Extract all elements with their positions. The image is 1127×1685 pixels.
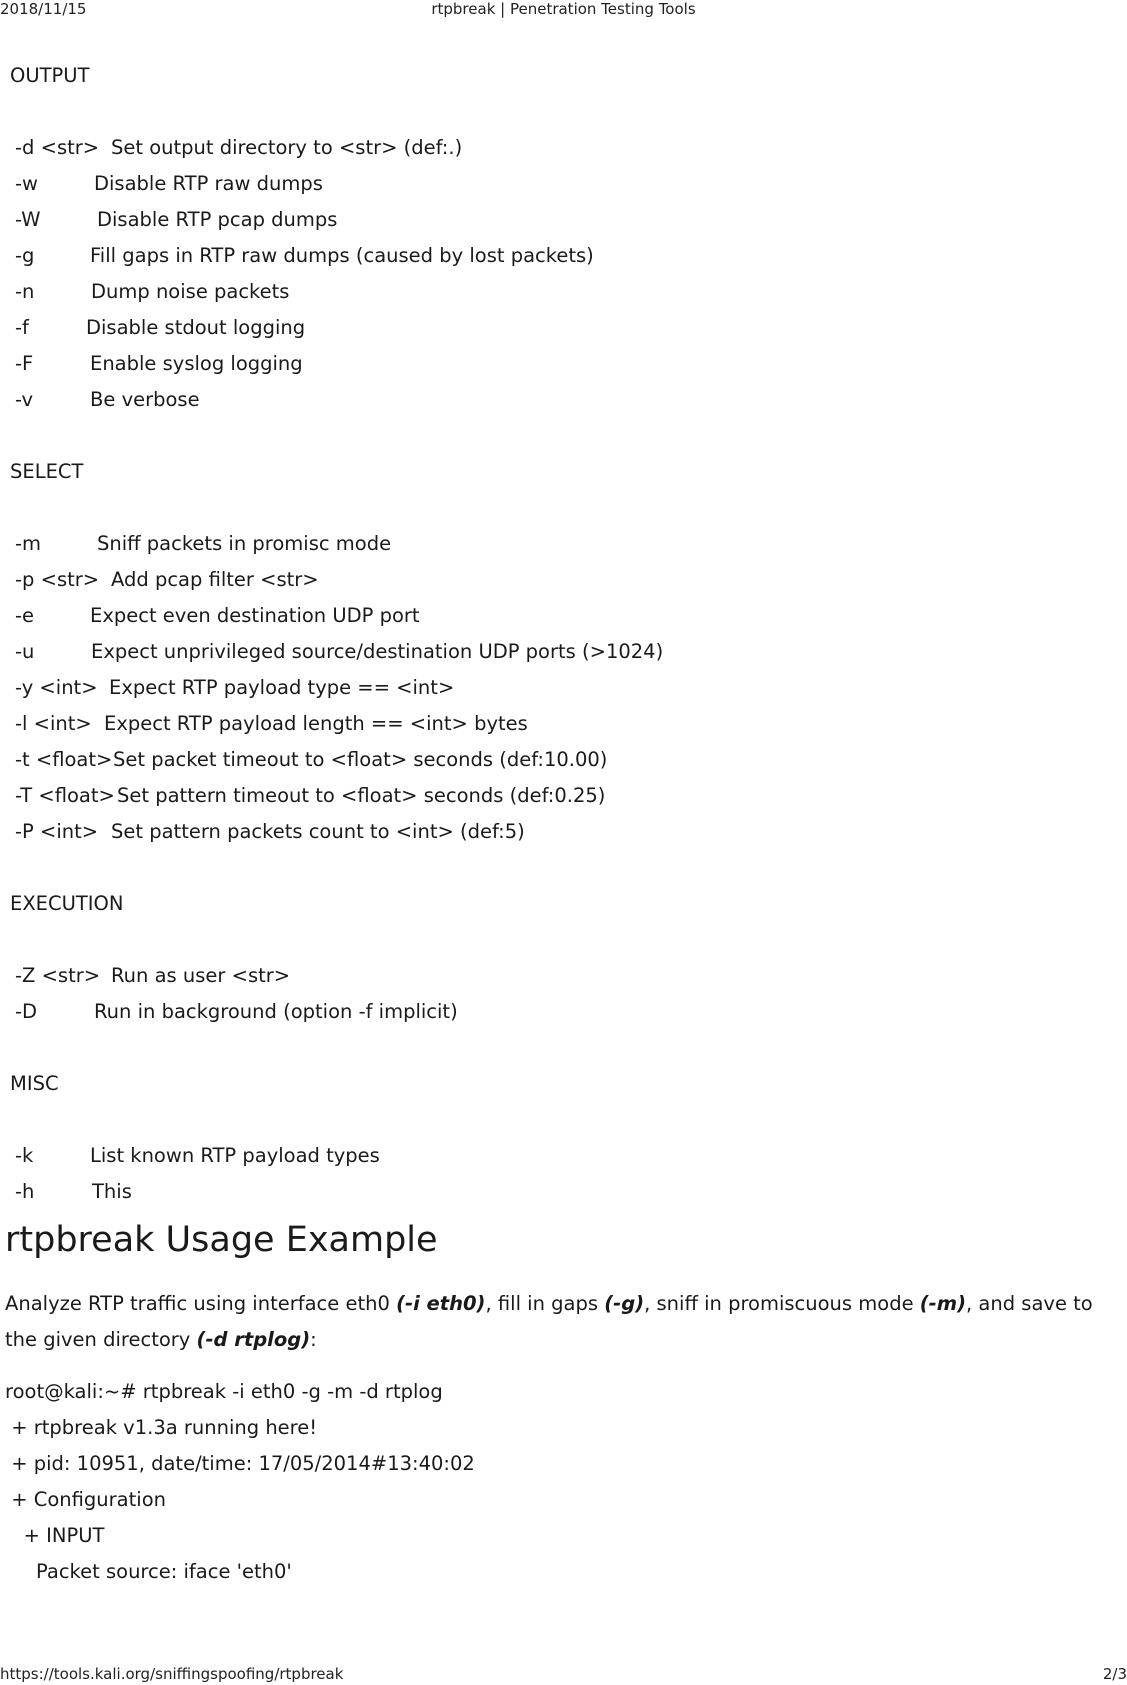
intro-text: , fill in gaps: [485, 1292, 605, 1315]
section-title-execution: EXECUTION: [10, 892, 124, 915]
option-desc: Expect even destination UDP port: [90, 604, 420, 627]
spacer: [5, 418, 1120, 454]
option-row: [5, 994, 1120, 1030]
intro-text: , sniff in promiscuous mode: [644, 1292, 920, 1315]
option-list-output: [5, 130, 1120, 418]
terminal-line: + Configuration: [5, 1488, 166, 1511]
option-desc: This: [92, 1180, 132, 1203]
option-row: [5, 310, 1120, 346]
option-desc: Be verbose: [90, 388, 200, 411]
intro-flag: (-i eth0): [396, 1292, 486, 1315]
option-row: [5, 238, 1120, 274]
intro-text: Analyze RTP traffic using interface eth0: [5, 1292, 397, 1315]
option-flag: -k: [15, 1144, 34, 1167]
option-row: [5, 526, 1120, 562]
option-row: [5, 598, 1120, 634]
footer-url: https://tools.kali.org/sniffingspoofing/rtpbreak: [0, 1665, 344, 1683]
option-flag: -w: [15, 172, 38, 195]
option-desc: Disable RTP raw dumps: [94, 172, 323, 195]
intro-flag: (-m): [919, 1292, 967, 1315]
option-desc: Set output directory to <str> (def:.): [111, 136, 463, 159]
option-row: [5, 742, 1120, 778]
option-flag: -F: [15, 352, 34, 375]
option-desc: Run in background (option -f implicit): [94, 1000, 458, 1023]
intro-text: :: [310, 1328, 317, 1351]
option-flag: -u: [15, 640, 35, 663]
option-flag: -t <float>: [15, 748, 113, 771]
option-row: [5, 130, 1120, 166]
option-row: [5, 382, 1120, 418]
option-desc: Fill gaps in RTP raw dumps (caused by lost packets): [90, 244, 594, 267]
intro-flag: (-g): [604, 1292, 645, 1315]
option-flag: -e: [15, 604, 35, 627]
option-flag: -T <float>: [15, 784, 115, 807]
option-row: [5, 274, 1120, 310]
option-list-misc: [5, 1138, 1120, 1210]
option-flag: -p <str>: [15, 568, 100, 591]
terminal-line: + rtpbreak v1.3a running here!: [5, 1416, 318, 1439]
option-flag: -h: [15, 1180, 35, 1203]
option-flag: -v: [15, 388, 34, 411]
option-list-execution: [5, 958, 1120, 1030]
option-flag: -W: [15, 208, 41, 231]
spacer: [5, 850, 1120, 886]
intro-flag: (-d rtplog): [196, 1328, 311, 1351]
option-row: [5, 562, 1120, 598]
option-flag: -P <int>: [15, 820, 99, 843]
option-list-select: [5, 526, 1120, 850]
option-row: [5, 778, 1120, 814]
option-desc: Add pcap filter <str>: [111, 568, 319, 591]
option-desc: Set packet timeout to <float> seconds (def:10.00): [113, 748, 608, 771]
section-title-output: OUTPUT: [10, 64, 90, 87]
option-row: [5, 958, 1120, 994]
spacer: [5, 1030, 1120, 1066]
option-desc: Disable stdout logging: [86, 316, 306, 339]
usage-intro: [5, 1286, 1120, 1358]
option-flag: -g: [15, 244, 35, 267]
option-desc: Sniff packets in promisc mode: [97, 532, 392, 555]
option-desc: Set pattern packets count to <int> (def:5): [111, 820, 525, 843]
section-title-misc: MISC: [10, 1072, 59, 1095]
spacer: [5, 94, 1120, 130]
option-row: [5, 346, 1120, 382]
terminal-line: + pid: 10951, date/time: 17/05/2014#13:40:02: [5, 1452, 475, 1475]
option-flag: -Z <str>: [15, 964, 101, 987]
section-title-select: SELECT: [10, 460, 84, 483]
footer-page-number: 2/3: [1102, 1665, 1127, 1683]
option-desc: Expect RTP payload length == <int> bytes: [104, 712, 528, 735]
option-desc: Expect unprivileged source/destination UDP ports (>1024): [91, 640, 664, 663]
option-row: [5, 1138, 1120, 1174]
option-desc: List known RTP payload types: [90, 1144, 380, 1167]
option-flag: -f: [15, 316, 29, 339]
option-flag: -l <int>: [15, 712, 92, 735]
option-flag: -D: [15, 1000, 38, 1023]
spacer: [5, 490, 1120, 526]
terminal-line: root@kali:~# rtpbreak -i eth0 -g -m -d rtplog: [5, 1380, 443, 1403]
header-date: 2018/11/15: [0, 0, 87, 18]
header-title: rtpbreak | Penetration Testing Tools: [431, 0, 696, 18]
spacer: [5, 1102, 1120, 1138]
option-desc: Set pattern timeout to <float> seconds (def:0.25): [117, 784, 606, 807]
spacer: [5, 922, 1120, 958]
option-row: [5, 706, 1120, 742]
document-body: [5, 58, 1120, 1590]
option-flag: -n: [15, 280, 35, 303]
option-desc: Enable syslog logging: [90, 352, 303, 375]
terminal-line: Packet source: iface 'eth0': [5, 1560, 292, 1583]
option-row: [5, 166, 1120, 202]
option-flag: -d <str>: [15, 136, 100, 159]
option-desc: Disable RTP pcap dumps: [97, 208, 338, 231]
intro-text: , and save to the given directory: [5, 1292, 1093, 1351]
option-desc: Expect RTP payload type == <int>: [109, 676, 455, 699]
option-row: [5, 814, 1120, 850]
option-desc: Dump noise packets: [91, 280, 290, 303]
option-desc: Run as user <str>: [111, 964, 291, 987]
terminal-line: + INPUT: [5, 1524, 105, 1547]
usage-heading: rtpbreak Usage Example: [5, 1220, 438, 1260]
terminal-output: [5, 1374, 1120, 1590]
option-flag: -m: [15, 532, 42, 555]
option-row: [5, 202, 1120, 238]
option-row: [5, 1174, 1120, 1210]
option-flag: -y <int>: [15, 676, 98, 699]
option-row: [5, 634, 1120, 670]
option-row: [5, 670, 1120, 706]
